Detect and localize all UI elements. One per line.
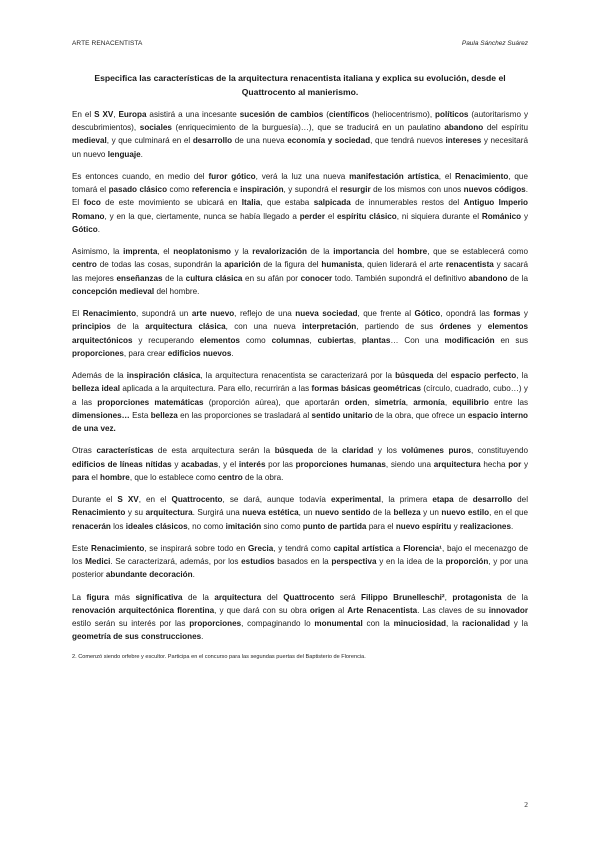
text-run: todo. También supondrá el definitivo xyxy=(332,273,469,283)
text-run: , que se establecerá como xyxy=(427,247,528,257)
bold-text: formas básicas geométricas xyxy=(311,384,422,394)
text-run: Además de la xyxy=(72,371,127,381)
bold-text: interés xyxy=(238,459,266,469)
bold-text: importancia xyxy=(333,247,380,257)
text-run: en sus xyxy=(494,335,529,345)
bold-text: Antiguo Imperio Romano xyxy=(72,198,529,221)
text-run: . xyxy=(201,632,204,642)
paragraph xyxy=(72,542,528,582)
bold-text: nuevo sentido xyxy=(315,508,371,518)
bold-text: medieval xyxy=(72,136,107,146)
bold-text: para xyxy=(72,472,90,482)
text-run: , la primera xyxy=(381,495,433,505)
bold-text: científicos xyxy=(328,110,370,119)
bold-text: por xyxy=(508,459,522,469)
bold-text: Quattrocento xyxy=(283,592,335,602)
bold-text: renovación arquitectónica florentina xyxy=(72,606,215,615)
bold-text: furor gótico xyxy=(208,172,256,181)
bold-text: referencia xyxy=(191,185,231,195)
bold-text: elementos xyxy=(199,335,240,345)
text-run: , xyxy=(309,335,318,345)
bold-text: sucesión de cambios xyxy=(239,110,324,119)
text-run: La xyxy=(72,592,87,602)
bold-text: simetría xyxy=(374,397,406,407)
bold-text: búsqueda xyxy=(274,446,314,456)
bold-text: desarrollo xyxy=(472,495,513,505)
bold-text: enseñanzas xyxy=(116,273,163,283)
text-run: en las proporciones se trasladará al xyxy=(177,410,312,420)
bold-text: Quattrocento xyxy=(171,495,223,505)
text-run: , y tendrá como xyxy=(273,544,334,553)
bold-text: interpretación xyxy=(302,322,357,332)
text-run: , xyxy=(353,335,362,345)
page-header xyxy=(72,40,528,52)
bold-text: acabadas xyxy=(181,459,219,469)
text-run: hecha xyxy=(480,459,509,469)
bold-text: minuciosidad xyxy=(393,619,446,629)
text-run: asistirá a una incesante xyxy=(146,110,240,119)
text-run: , que lo establece como xyxy=(129,472,218,482)
document-body xyxy=(72,72,528,661)
text-run: El xyxy=(72,309,83,319)
text-run: en su afán por xyxy=(242,273,301,283)
text-run: a xyxy=(393,544,404,553)
text-run: . Las claves de su xyxy=(417,606,489,615)
paragraph xyxy=(72,493,528,533)
bold-text: figura xyxy=(86,592,110,602)
text-run: , la xyxy=(516,371,528,381)
text-run: , xyxy=(367,397,375,407)
bold-text: arquitectura xyxy=(145,508,193,518)
bold-text: proporciones matemáticas xyxy=(97,397,204,407)
text-run: , la arquitectura renacentista se caracterizará por la xyxy=(200,371,396,381)
text-run: , y que culminará en el xyxy=(106,136,193,146)
text-run: de la obra, que ofrece un xyxy=(372,410,468,420)
bold-text: centro xyxy=(217,472,243,482)
bold-text: hombre xyxy=(100,472,130,482)
bold-text: pasado clásico xyxy=(108,185,168,195)
bold-text: racionalidad xyxy=(462,619,510,629)
text-run: , para crear xyxy=(123,348,168,358)
paragraph xyxy=(72,591,528,644)
text-run: de todas las cosas, supondrán la xyxy=(96,260,225,270)
bold-text: arte nuevo xyxy=(191,309,235,319)
bold-text: dimensiones… xyxy=(72,410,130,420)
bold-text: abundante decoración xyxy=(105,570,193,580)
text-run: el xyxy=(324,211,337,221)
text-run: Es entonces cuando, en medio del xyxy=(72,172,209,181)
bold-text: Renacimiento xyxy=(455,172,509,181)
text-run: del hombre. xyxy=(154,286,200,296)
bold-text: nuevo espíritu xyxy=(395,521,452,531)
bold-text: principios xyxy=(72,322,111,332)
bold-text: hombre xyxy=(397,247,428,257)
text-run: de la xyxy=(182,592,215,602)
text-run: de la obra. xyxy=(242,472,284,482)
text-run: , xyxy=(405,397,414,407)
text-run: (autoritarismo y descubrimientos), xyxy=(72,110,529,133)
bold-text: monumental xyxy=(314,619,363,629)
text-run: y la xyxy=(510,619,528,629)
bold-text: proporciones humanas xyxy=(295,459,386,469)
bold-text: perspectiva xyxy=(331,557,377,567)
document-title: Especifica las características de la arquitectura renacentista italiana y explica su evolución, desde el Quattrocento al manierismo. xyxy=(94,73,506,97)
page-number: 2 xyxy=(524,800,528,809)
text-run: estilo serán su interés por las xyxy=(72,619,190,629)
bold-text: abandono xyxy=(468,273,508,283)
bold-text: Florencia¹ xyxy=(403,544,443,553)
text-run: y xyxy=(471,322,488,332)
text-run: del xyxy=(379,247,398,257)
bold-text: punto de partida xyxy=(302,521,367,531)
text-run: , y el xyxy=(218,459,239,469)
text-run: , y supondrá el xyxy=(283,185,340,195)
text-run: y recuperando xyxy=(132,335,200,345)
bold-text: modificación xyxy=(444,335,495,345)
bold-text: nueva sociedad xyxy=(295,309,358,319)
bold-text: espacio interno de una vez. xyxy=(72,410,529,434)
text-run: , quien liderará el arte xyxy=(362,260,446,270)
text-run: Asimismo, la xyxy=(72,247,124,257)
bold-text: orden xyxy=(344,397,368,407)
bold-text: formas xyxy=(493,309,521,319)
bold-text: realizaciones xyxy=(459,521,511,531)
bold-text: Europa xyxy=(118,110,147,119)
bold-text: intereses xyxy=(445,136,482,146)
text-run: y xyxy=(520,309,528,319)
text-run: , y por una posterior xyxy=(72,557,528,580)
bold-text: Medici xyxy=(85,557,111,567)
text-run: y en la idea de la xyxy=(376,557,446,567)
paragraphs-container xyxy=(72,108,528,644)
text-run: de una nueva xyxy=(232,136,288,146)
text-run: . xyxy=(97,224,100,234)
bold-text: proporciones xyxy=(72,348,124,358)
text-run: . El xyxy=(72,185,528,208)
text-run: de la xyxy=(501,592,528,602)
text-run: , que estaba xyxy=(260,198,314,208)
text-run: , xyxy=(444,592,453,602)
text-run: entre las xyxy=(488,397,529,407)
text-run: aplicada a la arquitectura. Para ello, recurrirán a las xyxy=(119,384,312,394)
bold-text: lenguaje xyxy=(107,149,141,159)
text-run: , se inspirará sobre todo en xyxy=(144,544,248,553)
paragraph xyxy=(72,108,528,161)
bold-text: manifestación artística xyxy=(349,172,439,181)
text-run: Este xyxy=(72,544,92,553)
text-run: y los xyxy=(373,446,402,456)
bold-text: plantas xyxy=(361,335,391,345)
text-run: (enriquecimiento de la burguesía)…), que se traducirá en un paulatino xyxy=(171,123,445,133)
bold-text: perder xyxy=(299,211,325,221)
text-run: , que frente al xyxy=(357,309,415,319)
bold-text: cultura clásica xyxy=(185,273,243,283)
text-run: , el xyxy=(157,247,174,257)
text-run: de la xyxy=(110,322,146,332)
bold-text: economía y sociedad xyxy=(287,136,371,146)
text-run: Durante el xyxy=(72,495,118,505)
text-run: , no como xyxy=(187,521,226,531)
bold-text: origen xyxy=(309,606,335,615)
text-run: de los mismos con unos xyxy=(370,185,464,195)
text-run: de innumerables restos del xyxy=(350,198,464,208)
bold-text: aparición xyxy=(224,260,261,270)
paragraph xyxy=(72,444,528,484)
bold-text: capital artística xyxy=(333,544,394,553)
bold-text: Renacimiento xyxy=(82,309,137,319)
text-run: como xyxy=(167,185,192,195)
text-run: como xyxy=(239,335,272,345)
text-run: , que tendrá nuevos xyxy=(370,136,446,146)
text-run: , constituyendo xyxy=(471,446,529,456)
bold-text: centro xyxy=(72,260,97,270)
text-run: (heliocentrismo), xyxy=(369,110,436,119)
text-run: de xyxy=(453,495,473,505)
text-run: para el xyxy=(366,521,396,531)
footnote: 2. Comenzó siendo orfebre y escultor. Participa en el concurso para las segundas puertas del Baptisterio de Florencia. xyxy=(72,653,366,660)
text-run: , la xyxy=(445,619,463,629)
bold-text: nueva estética xyxy=(242,508,299,518)
bold-text: Románico xyxy=(481,211,522,221)
text-run: Esta xyxy=(129,410,151,420)
text-run: será xyxy=(334,592,362,602)
bold-text: imprenta xyxy=(123,247,158,257)
text-run: al xyxy=(334,606,348,615)
text-run: más xyxy=(109,592,136,602)
bold-text: inspiración xyxy=(240,185,284,195)
text-run: , un xyxy=(298,508,316,518)
bold-text: armonía xyxy=(413,397,445,407)
bold-text: características xyxy=(96,446,154,456)
paragraph xyxy=(72,245,528,298)
bold-text: belleza xyxy=(150,410,178,420)
bold-text: neoplatonismo xyxy=(173,247,232,257)
bold-text: abandono xyxy=(444,123,484,133)
bold-text: imitación xyxy=(225,521,262,531)
text-run: . xyxy=(510,521,514,531)
text-run: de la figura del xyxy=(260,260,322,270)
text-run: los xyxy=(110,521,126,531)
bold-text: concepción medieval xyxy=(72,286,155,296)
text-run: de la xyxy=(507,273,528,283)
bold-text: renacerán xyxy=(72,521,111,531)
text-run: . xyxy=(231,348,234,358)
text-run: ( xyxy=(323,110,329,119)
text-run: sino como xyxy=(261,521,303,531)
bold-text: espíritu clásico xyxy=(336,211,397,221)
text-run: . Se caracterizará, además, por los xyxy=(110,557,242,567)
bold-text: etapa xyxy=(432,495,454,505)
bold-text: protagonista xyxy=(452,592,502,602)
bold-text: geometría de sus construcciones xyxy=(72,632,202,642)
bold-text: S XV xyxy=(94,110,114,119)
text-run: , xyxy=(444,397,453,407)
text-run: y xyxy=(521,459,529,469)
text-run: del xyxy=(512,495,528,505)
bold-text: arquitectura xyxy=(214,592,262,602)
bold-text: Renacimiento xyxy=(91,544,145,553)
text-run: y sacará las mejores xyxy=(72,260,528,283)
bold-text: volúmenes puros xyxy=(401,446,472,456)
bold-text: búsqueda xyxy=(395,371,434,381)
bold-text: desarrollo xyxy=(192,136,233,146)
text-run: , siendo una xyxy=(385,459,434,469)
text-run: , reflejo de una xyxy=(234,309,296,319)
text-run: de este movimiento se ubicará en xyxy=(100,198,242,208)
text-run: y su xyxy=(125,508,146,518)
bold-text: Arte Renacentista xyxy=(347,606,418,615)
text-run: , verá la luz una nueva xyxy=(255,172,350,181)
bold-text: edificios de líneas nítidas xyxy=(72,459,172,469)
text-run: , xyxy=(113,110,119,119)
bold-text: innovador xyxy=(488,606,528,615)
bold-text: resurgir xyxy=(339,185,371,195)
text-run: y xyxy=(171,459,182,469)
text-run: e xyxy=(230,185,241,195)
bold-text: foco xyxy=(83,198,101,208)
bold-text: Gótico xyxy=(72,224,98,234)
text-run: de la xyxy=(306,247,334,257)
text-run: con la xyxy=(362,619,394,629)
bold-text: nuevo estilo xyxy=(441,508,490,518)
text-run: . xyxy=(192,570,195,580)
bold-text: cubiertas xyxy=(317,335,354,345)
text-run: , en el que xyxy=(489,508,528,518)
bold-text: edificios nuevos xyxy=(167,348,232,358)
bold-text: arquitectura clásica xyxy=(145,322,226,332)
text-run: por las xyxy=(265,459,296,469)
text-run: del xyxy=(433,371,451,381)
bold-text: proporción xyxy=(445,557,489,567)
text-run: y un xyxy=(420,508,442,518)
text-run: y necesitará un nuevo xyxy=(72,136,528,159)
bold-text: claridad xyxy=(342,446,374,456)
paragraph xyxy=(72,170,528,236)
bold-text: revalorización xyxy=(252,247,307,257)
bold-text: significativa xyxy=(135,592,183,602)
bold-text: Renacimiento xyxy=(72,508,126,518)
text-run: , se dará, aunque todavía xyxy=(222,495,331,505)
bold-text: políticos xyxy=(435,110,469,119)
bold-text: Grecia xyxy=(247,544,274,553)
bold-text: equilibrio xyxy=(452,397,489,407)
bold-text: columnas xyxy=(271,335,310,345)
text-run: de la xyxy=(162,273,186,283)
text-run: . Surgirá una xyxy=(192,508,243,518)
text-run: (proporción aúrea), que aportarán xyxy=(203,397,345,407)
bold-text: elementos arquitectónicos xyxy=(72,322,528,345)
bold-text: Filippo Brunelleschi² xyxy=(361,592,445,602)
text-run: basados en la xyxy=(274,557,332,567)
bold-text: Italia xyxy=(241,198,261,208)
text-run: del espíritu xyxy=(483,123,528,133)
text-run: y xyxy=(521,211,529,221)
bold-text: salpicada xyxy=(313,198,351,208)
text-run: Otras xyxy=(72,446,97,456)
text-run: , bajo el mecenazgo de los xyxy=(72,544,528,567)
text-run: En el xyxy=(72,110,95,119)
text-run: de la xyxy=(370,508,394,518)
text-run: , compaginando lo xyxy=(241,619,315,629)
text-run: de esta arquitectura serán la xyxy=(153,446,275,456)
bold-text: estudios xyxy=(241,557,275,567)
header-course-title: ARTE RENACENTISTA xyxy=(72,40,143,47)
text-run: … Con una xyxy=(390,335,445,345)
text-run: de la xyxy=(313,446,343,456)
bold-text: sociales xyxy=(139,123,172,133)
bold-text: humanista xyxy=(321,260,363,270)
bold-text: inspiración clásica xyxy=(126,371,201,381)
text-run: , con una nueva xyxy=(225,322,303,332)
paragraph xyxy=(72,369,528,435)
bold-text: arquitectura xyxy=(433,459,481,469)
text-run: y xyxy=(451,521,460,531)
bold-text: renacentista xyxy=(445,260,494,270)
bold-text: órdenes xyxy=(439,322,472,332)
bold-text: conocer xyxy=(300,273,333,283)
text-run: , el xyxy=(438,172,456,181)
bold-text: belleza xyxy=(393,508,421,518)
bold-text: experimental xyxy=(330,495,382,505)
text-run: , supondrá un xyxy=(136,309,192,319)
text-run: , y que dará con su obra xyxy=(214,606,310,615)
text-run: , y en la que, ciertamente, nunca se había llegado a xyxy=(104,211,300,221)
paragraph xyxy=(72,307,528,360)
bold-text: ideales clásicos xyxy=(125,521,188,531)
text-run: , que tomará el xyxy=(72,172,528,195)
text-run: , opondrá las xyxy=(440,309,494,319)
bold-text: sentido unitario xyxy=(311,410,373,420)
text-run: y la xyxy=(231,247,253,257)
text-run: el xyxy=(89,472,101,482)
header-author: Paula Sánchez Suárez xyxy=(461,40,528,47)
bold-text: nuevos códigos xyxy=(463,185,526,195)
bold-text: Gótico xyxy=(414,309,441,319)
bold-text: belleza ideal xyxy=(72,384,120,394)
bold-text: proporciones xyxy=(189,619,242,629)
bold-text: S XV xyxy=(117,495,139,505)
text-run: del xyxy=(261,592,284,602)
text-run: . xyxy=(140,149,143,159)
text-run: , ni siquiera durante el xyxy=(396,211,482,221)
text-run: (círculo, cuadrado, cubo…) y a las xyxy=(72,384,528,407)
text-run: , partiendo de sus xyxy=(356,322,440,332)
text-run: , en el xyxy=(138,495,172,505)
bold-text: espacio perfecto xyxy=(450,371,517,381)
